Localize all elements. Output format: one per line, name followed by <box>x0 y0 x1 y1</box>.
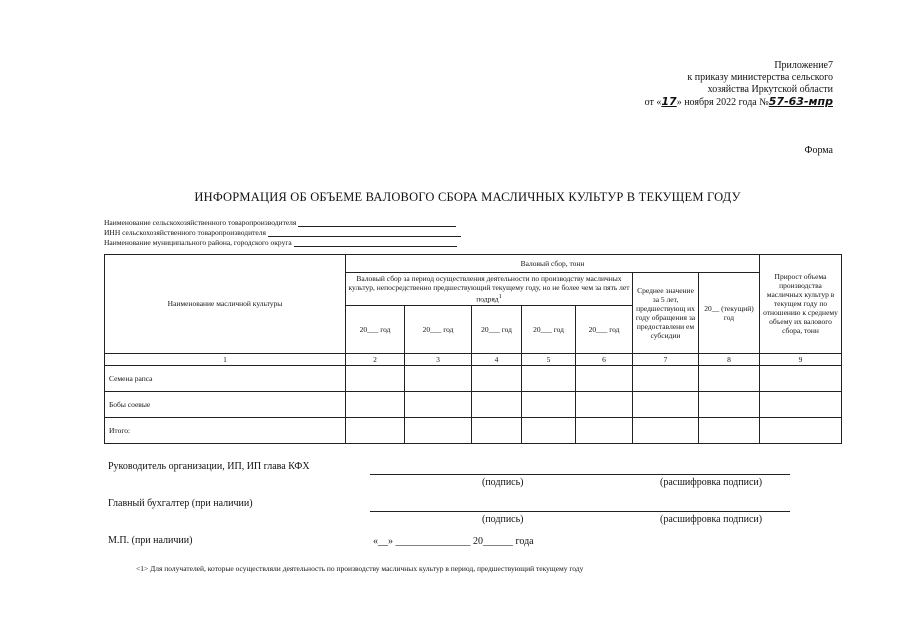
accountant-signature-line[interactable] <box>370 511 790 512</box>
table-cell[interactable] <box>346 391 405 417</box>
date-day: 17 <box>661 95 677 108</box>
head-signature-line[interactable] <box>370 474 790 475</box>
producer-name-line[interactable] <box>298 219 456 227</box>
table-cell[interactable] <box>522 365 576 391</box>
period-header-text: Валовый сбор за период осуществления деятельности по производству масличных культур, непосредственно предшествующий текущему году, но не более чем за пять лет подряд <box>348 274 630 304</box>
table-cell[interactable] <box>405 417 472 443</box>
table-cell[interactable] <box>699 417 760 443</box>
district-field <box>104 238 457 247</box>
table-cell[interactable] <box>576 391 633 417</box>
stamp-label: М.П. (при наличии) <box>108 535 193 546</box>
appendix-line-1: Приложение7 <box>774 60 833 71</box>
row-label-total: Итого: <box>105 417 346 443</box>
col-number: 2 <box>346 353 405 365</box>
table-cell[interactable] <box>576 365 633 391</box>
table-cell[interactable] <box>633 417 699 443</box>
table-cell[interactable] <box>472 417 522 443</box>
table-cell[interactable] <box>760 391 842 417</box>
col-header-growth: Прирост объема производства масличных культур в текущем году по отношению к среднему объему их валового сбора, тонн <box>760 255 842 354</box>
row-label-soybeans: Бобы соевые <box>105 391 346 417</box>
form-label: Форма <box>804 145 833 156</box>
date-line[interactable]: «__» _______________ 20______ года <box>373 536 534 547</box>
head-decode-caption: (расшифровка подписи) <box>660 477 763 488</box>
date-suffix: » ноября 2022 года № <box>676 97 769 108</box>
producer-name-label: Наименование сельскохозяйственного товаропроизводителя <box>104 218 297 227</box>
producer-name-field <box>104 218 456 227</box>
table-cell[interactable] <box>522 417 576 443</box>
appendix-line-3: хозяйства Иркутской области <box>707 84 833 95</box>
table-cell[interactable] <box>699 391 760 417</box>
table-cell[interactable] <box>472 365 522 391</box>
col-header-gross: Валовый сбор, тонн <box>346 255 760 273</box>
col-number: 7 <box>633 353 699 365</box>
table-cell[interactable] <box>633 391 699 417</box>
col-header-crop: Наименование масличной культуры <box>105 255 346 354</box>
appendix-line-2: к приказу министерства сельского <box>687 72 833 83</box>
table-row <box>105 365 842 391</box>
district-line[interactable] <box>294 239 457 247</box>
year-cell-3: 20___ год <box>472 305 522 353</box>
table-cell[interactable] <box>522 391 576 417</box>
col-number: 8 <box>699 353 760 365</box>
inn-line[interactable] <box>268 229 461 237</box>
col-header-average: Среднее значение за 5 лет, предшествующ их году обращения за предоставлени ем субсидии <box>633 273 699 354</box>
appendix-block <box>645 60 833 109</box>
year-cell-2: 20___ год <box>405 305 472 353</box>
district-label: Наименование муниципального района, городского округа <box>104 238 292 247</box>
head-label: Руководитель организации, ИП, ИП глава КФХ <box>108 461 310 472</box>
year-cell-5: 20___ год <box>576 305 633 353</box>
document-title: ИНФОРМАЦИЯ ОБ ОБЪЕМЕ ВАЛОВОГО СБОРА МАСЛИЧНЫХ КУЛЬТУР В ТЕКУЩЕМ ГОДУ <box>194 190 741 204</box>
col-number: 3 <box>405 353 472 365</box>
accountant-decode-caption: (расшифровка подписи) <box>660 514 763 525</box>
col-number: 5 <box>522 353 576 365</box>
col-header-period <box>346 273 633 306</box>
inn-label: ИНН сельскохозяйственного товаропроизводителя <box>104 228 266 237</box>
date-prefix: от « <box>644 97 662 108</box>
col-number: 4 <box>472 353 522 365</box>
accountant-label: Главный бухгалтер (при наличии) <box>108 498 253 509</box>
accountant-signature-caption: (подпись) <box>482 514 524 525</box>
table-row <box>105 417 842 443</box>
table-cell[interactable] <box>633 365 699 391</box>
order-number: 57-63-мпр <box>768 95 833 108</box>
row-label-rapeseed: Семена рапса <box>105 365 346 391</box>
table-row <box>105 391 842 417</box>
table-cell[interactable] <box>699 365 760 391</box>
head-signature-caption: (подпись) <box>482 477 524 488</box>
table-cell[interactable] <box>760 365 842 391</box>
table-cell[interactable] <box>405 365 472 391</box>
table-cell[interactable] <box>472 391 522 417</box>
footnote-mark: 1 <box>498 293 502 300</box>
table-cell[interactable] <box>760 417 842 443</box>
col-number: 1 <box>105 353 346 365</box>
inn-field <box>104 228 461 237</box>
col-header-current: 20__ (текущий) год <box>699 273 760 354</box>
appendix-date-line <box>645 96 833 109</box>
table-cell[interactable] <box>405 391 472 417</box>
gross-harvest-table <box>104 254 842 444</box>
table-cell[interactable] <box>576 417 633 443</box>
year-cell-4: 20___ год <box>522 305 576 353</box>
col-number: 9 <box>760 353 842 365</box>
year-cell-1: 20___ год <box>346 305 405 353</box>
footnote-text: <1> Для получателей, которые осуществляли деятельность по производству масличных культур в период, предшествующий текущему году <box>136 564 584 573</box>
col-number: 6 <box>576 353 633 365</box>
table-cell[interactable] <box>346 365 405 391</box>
table-cell[interactable] <box>346 417 405 443</box>
